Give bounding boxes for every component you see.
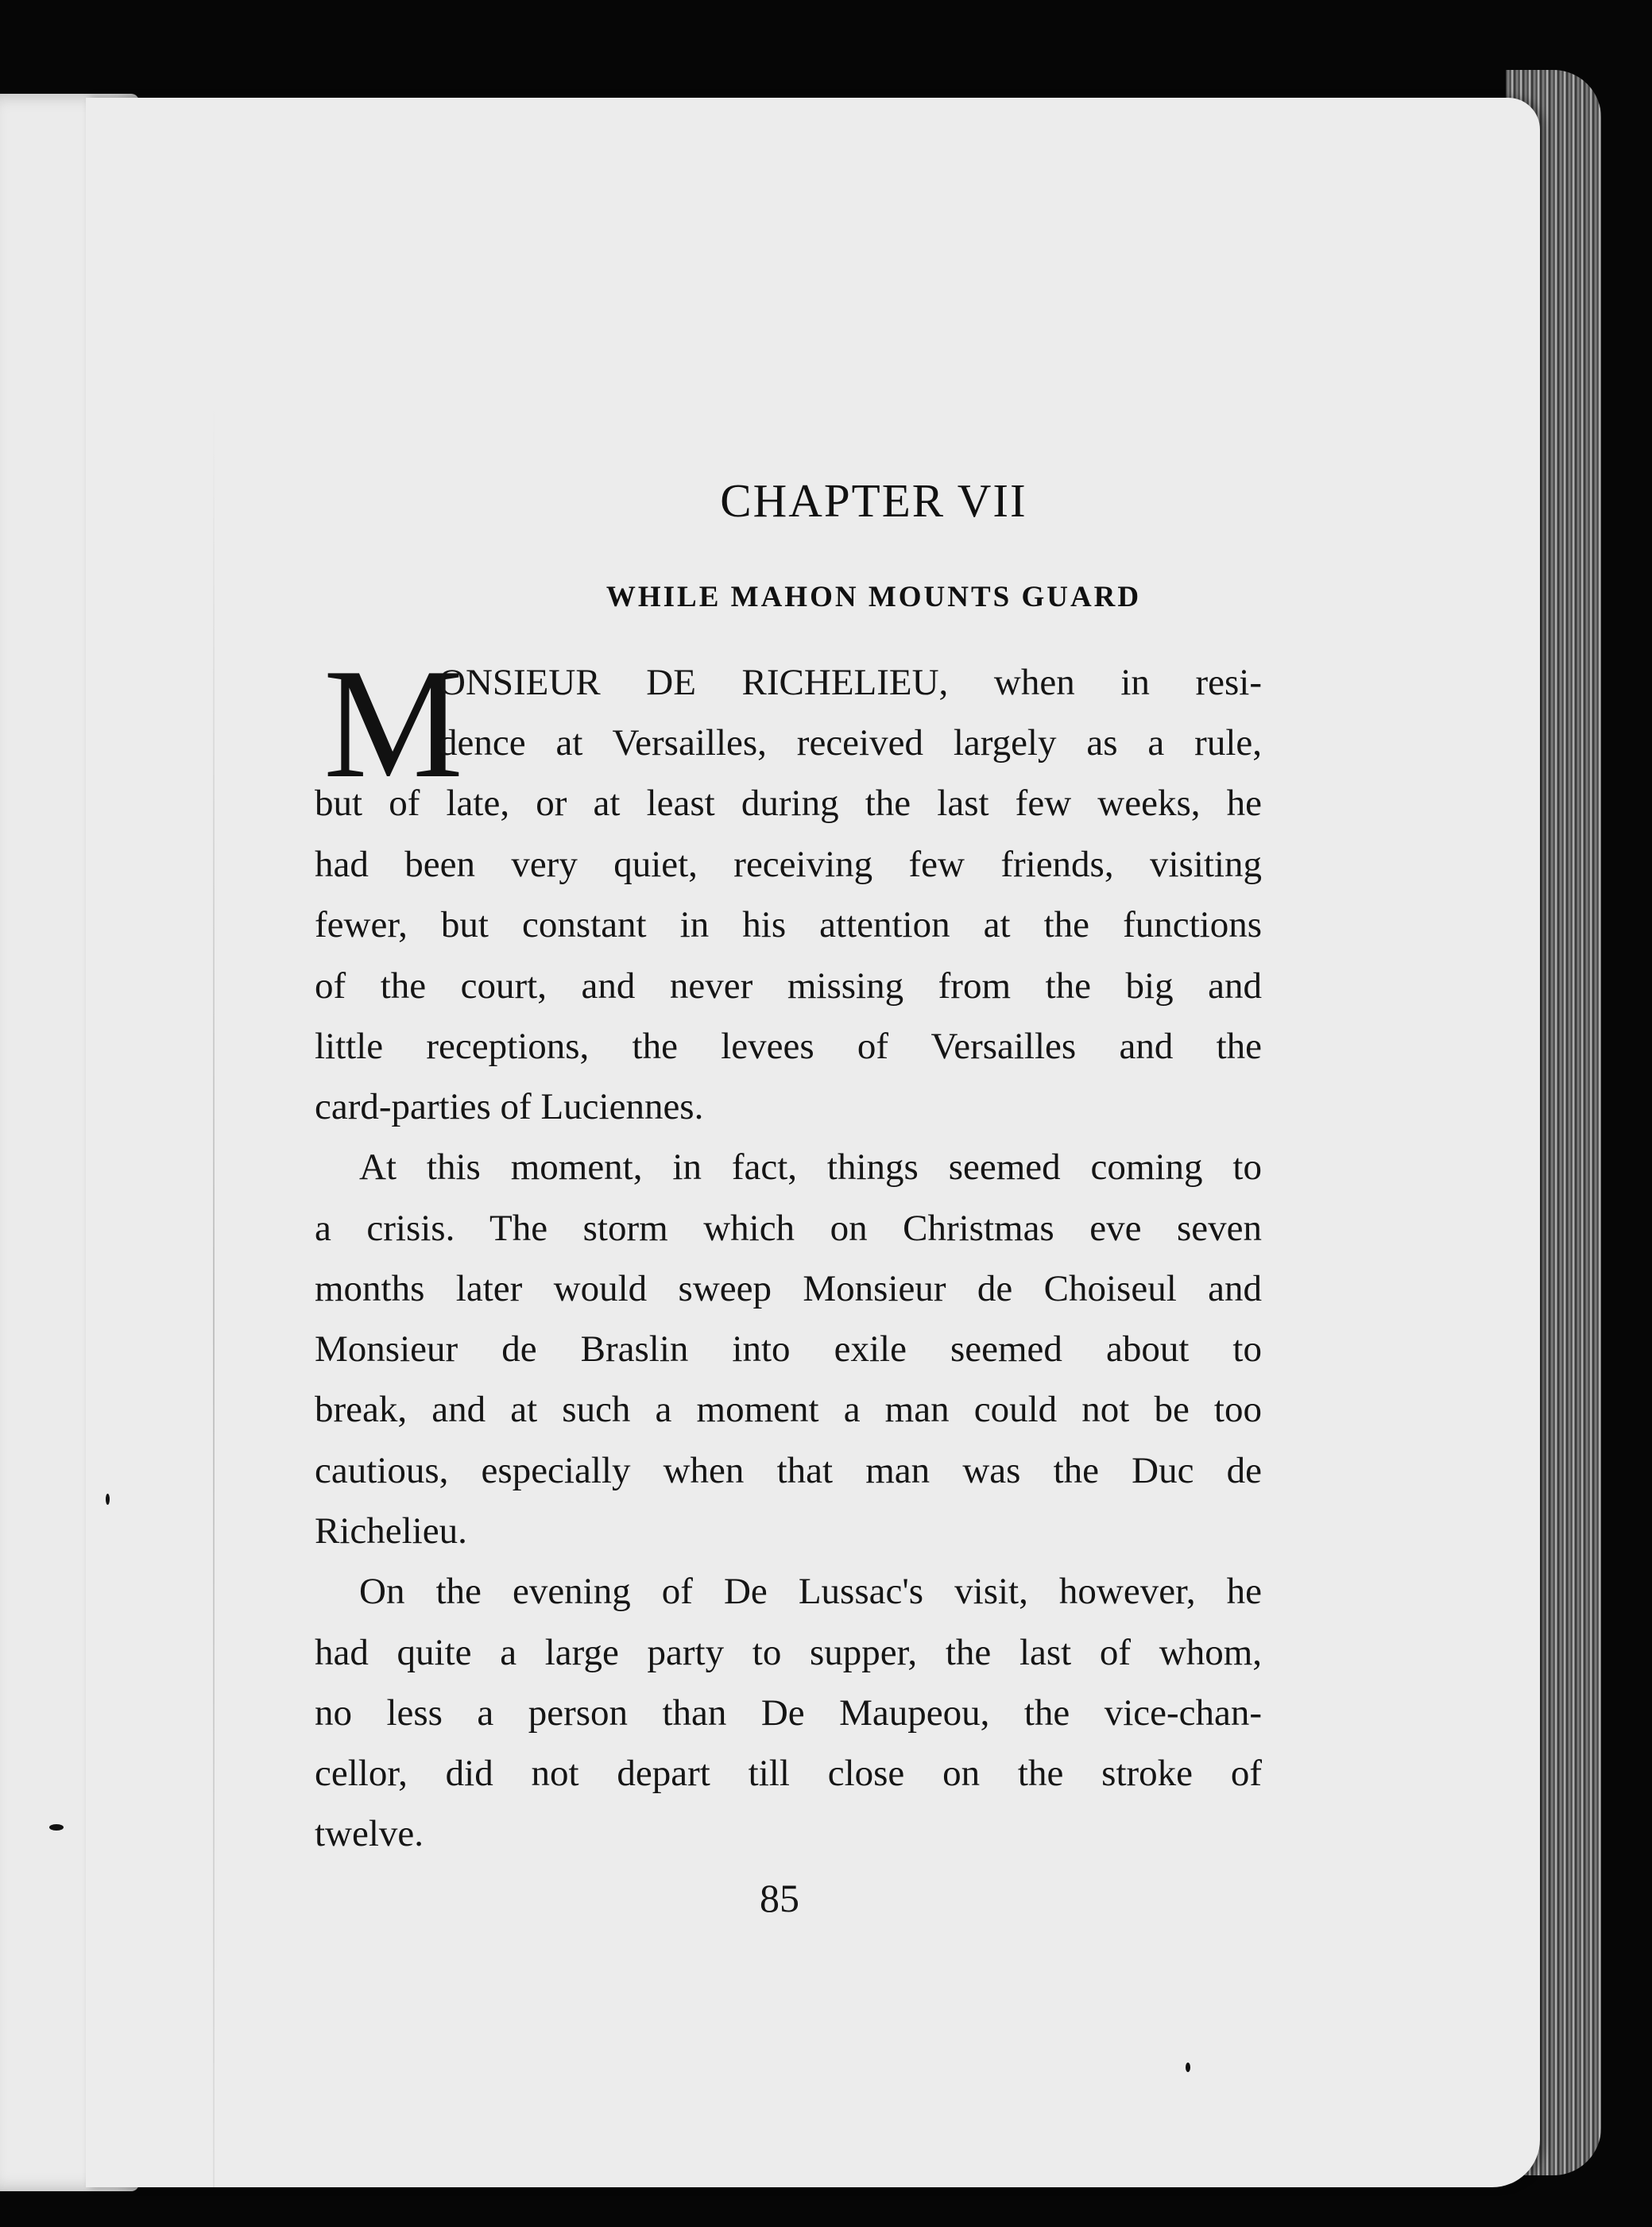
- ink-speck: [49, 1824, 64, 1831]
- text-line: but of late, or at least during the last few weeks, he: [315, 783, 1262, 824]
- text-line: twelve.: [315, 1813, 424, 1854]
- chapter-subtitle: WHILE MAHON MOUNTS GUARD: [605, 581, 1142, 613]
- text-line: On the evening of De Lussac's visit, however, he: [359, 1571, 1262, 1612]
- text-line: months later would sweep Monsieur de Choiseul and: [315, 1268, 1262, 1309]
- text-line: little receptions, the levees of Versailles and the: [315, 1026, 1262, 1067]
- text-line: dence at Versailles, received largely as a rule,: [439, 722, 1262, 764]
- ink-speck: [1186, 2063, 1190, 2072]
- text-line: a crisis. The storm which on Christmas eve seven: [315, 1208, 1262, 1249]
- ink-speck: [106, 1494, 110, 1505]
- text-line: ONSIEUR DE RICHELIEU, when in resi-: [439, 662, 1262, 703]
- text-line: break, and at such a moment a man could not be too: [315, 1389, 1262, 1430]
- text-line: cautious, especially when that man was the Duc de: [315, 1450, 1262, 1491]
- text-line: Monsieur de Braslin into exile seemed about to: [315, 1328, 1262, 1370]
- page-number: 85: [760, 1876, 799, 1920]
- text-line: Richelieu.: [315, 1510, 467, 1552]
- text-line: fewer, but constant in his attention at the functions: [315, 904, 1262, 945]
- text-line: no less a person than De Maupeou, the vice-chan-: [315, 1692, 1262, 1734]
- text-line: At this moment, in fact, things seemed coming to: [359, 1146, 1262, 1188]
- text-line: of the court, and never missing from the big and: [315, 965, 1262, 1007]
- text-line: had quite a large party to supper, the last of whom,: [315, 1632, 1262, 1673]
- book-page: [86, 98, 1540, 2187]
- text-line: cellor, did not depart till close on the stroke of: [315, 1753, 1262, 1794]
- text-line: had been very quiet, receiving few friends, visiting: [315, 844, 1262, 885]
- chapter-heading: CHAPTER VII: [720, 474, 1027, 527]
- text-line: card-parties of Luciennes.: [315, 1086, 704, 1127]
- drop-cap: M: [323, 636, 464, 810]
- gutter-shadow: [213, 400, 215, 2227]
